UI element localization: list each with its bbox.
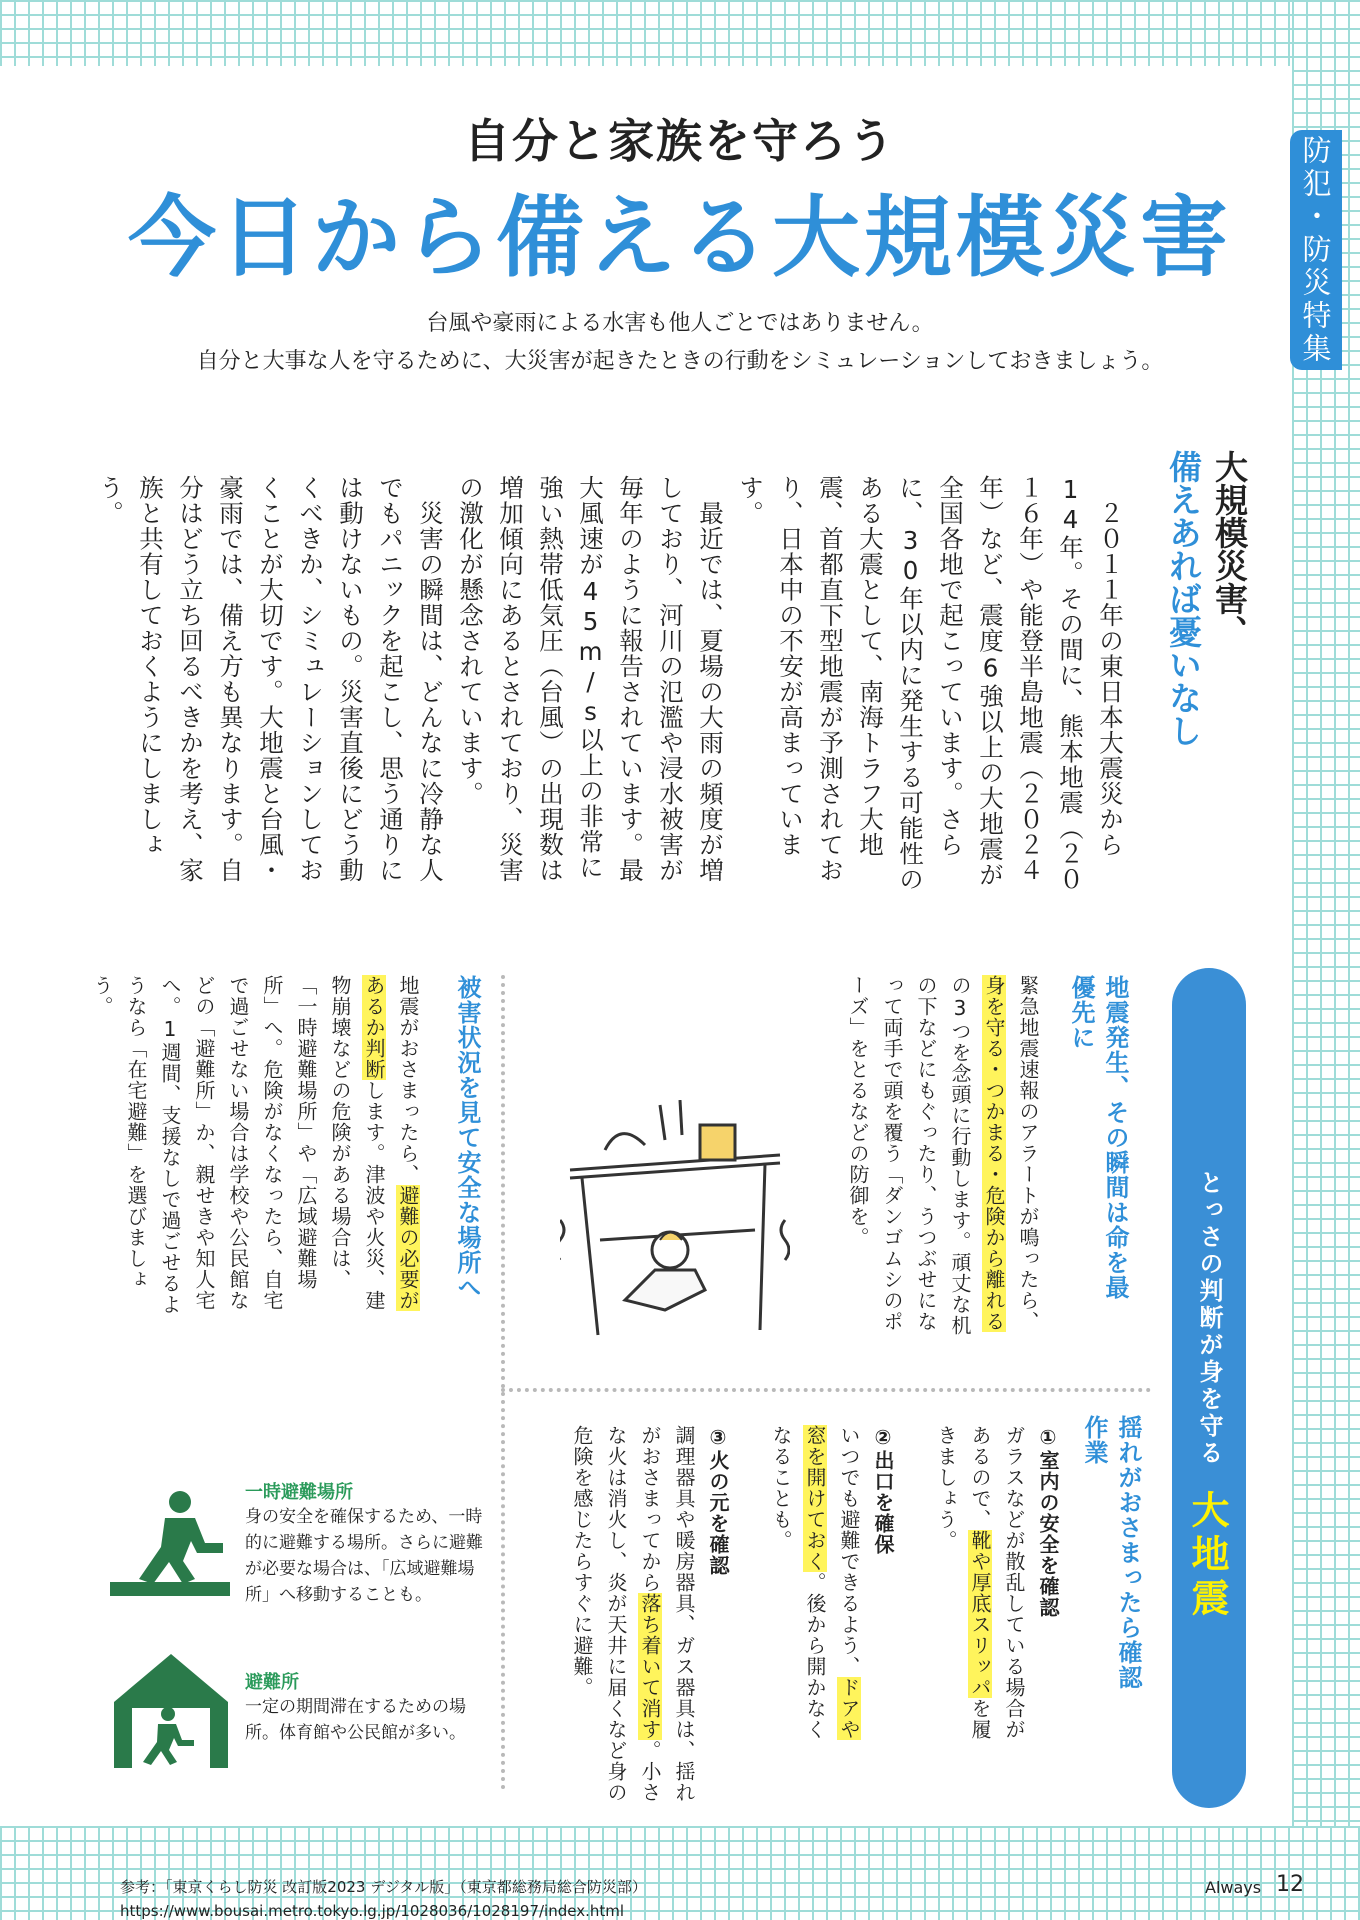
magazine-name: Always xyxy=(1205,1878,1262,1897)
band-title: 大地震 xyxy=(1185,1490,1229,1622)
shelter-icon xyxy=(110,1650,232,1772)
check1-highlight: 靴や厚底スリッパ xyxy=(968,1530,992,1698)
check2 xyxy=(740,1425,900,1755)
grid-border-top xyxy=(0,0,1360,66)
check2-heading: ②出口を確保 xyxy=(871,1425,895,1555)
divider-vertical xyxy=(501,975,505,1790)
section1-body xyxy=(805,975,1045,1345)
legend-title-temporary: 一時避難場所 xyxy=(245,1482,353,1503)
lead-line-1: 台風や豪雨による水害も他人ごとではありません。 xyxy=(426,311,934,336)
check3-text-b: 。小さな火は消火し、炎が天井に届くなど身の危険を感じたらすぐに避難。 xyxy=(570,1425,662,1803)
intro-heading-line1: 大規模災害、 xyxy=(1210,450,1249,648)
divider-horizontal xyxy=(501,1388,1151,1392)
reference-url[interactable]: https://www.bousai.metro.tokyo.lg.jp/1028036/1028197/index.html xyxy=(120,1902,625,1920)
page-subtitle: 自分と家族を守ろう xyxy=(464,114,896,168)
band-caption: とっさの判断が身を守る xyxy=(1195,1170,1223,1467)
lead-line-2: 自分と大事な人を守るために、大災害が起きたときの行動をシミュレーションしておきましょう。 xyxy=(196,349,1164,374)
legend-item-shelter xyxy=(245,1668,485,1746)
check2-highlight: ドアや窓を開けておく xyxy=(803,1425,861,1740)
check2-text-b: 。後から開かなくなることも。 xyxy=(769,1425,827,1740)
legend-title-shelter: 避難所 xyxy=(245,1672,299,1693)
page-title: 今日から備える大規模災害 xyxy=(127,186,1232,289)
check1-text-a: ガラスなどが散乱している場合があるので、 xyxy=(968,1425,1026,1740)
section2-heading: 被害状況を見て安全な場所へ xyxy=(453,975,481,1300)
section2-text-b: します。津波や火災、建物崩壊などの危険がある場合は、「一時避難場所」や「広域避難場所」へ。危険がなくなったら、自宅で過ごせない場合は学校や公民館などの「避難所」か、親せきや知人宅へ。1週間、支援なしで過ごせるようなら「在宅避難」を選びましょう。 xyxy=(90,975,386,1315)
legend-body-temporary: 身の安全を確保するため、一時的に避難する場所。さらに避難が必要な場合は、「広域避難場所」へ移動することも。 xyxy=(245,1507,483,1605)
check1 xyxy=(905,1425,1065,1755)
check1-text-b: を履きましょう。 xyxy=(934,1425,992,1740)
intro-body: ２０１１年の東日本大震災から14年。その間に、熊本地震（２０１６年）や能登半島地震（２０２４年）など、震度6強以上の大地震が全国各地で起こっています。さらに、30年以内に発生する可能性のある大震として、南海トラフ大地震、首都直下型地震が予測されており、日本中の不安が高まっています。 最近では、夏場の大雨の頻度が増しており、河川の氾濫や浸水被害が毎年のように報告されています。最大風速が45m/s以上の非常に強い熱帯低気圧（台風）の出現数は増加傾向にあるとされており、災害の激化が懸念されています。 災害の瞬間は、どんなに冷静な人でもパニックを起こし、思う通りには動けないもの。災害直後にどう動くべきか、シミュレーションしておくことが大切です。大地震と台風・豪雨では、備え方も異なります。自分はどう立ち回るべきかを考え、家族と共有しておくようにしましょう。 xyxy=(96,475,1125,892)
check3-text-a: 調理器具や暖房器具、ガス器具は、揺れがおさまってから xyxy=(638,1425,696,1803)
check3-heading: ③火の元を確認 xyxy=(706,1425,730,1576)
section-tab: 防犯・防災特集 xyxy=(1290,130,1342,370)
duck-under-table-illustration xyxy=(560,1100,790,1350)
section1-highlight: 身を守る・つかまる・危険から離れる xyxy=(982,975,1006,1332)
section3-heading: 揺れがおさまったら確認作業 xyxy=(1080,1415,1142,1690)
check3-highlight: 落ち着いて消す xyxy=(638,1593,662,1740)
section2-text-a: 地震がおさまったら、 xyxy=(396,975,420,1185)
legend-item-temporary xyxy=(245,1478,485,1608)
temporary-evacuation-icon xyxy=(110,1490,230,1600)
intro-heading-line2: 備えあれば憂いなし xyxy=(1164,450,1203,747)
section1-text-a: 緊急地震速報のアラートが鳴ったら、 xyxy=(1016,975,1040,1332)
section1-heading: 地震発生、その瞬間は命を最優先に xyxy=(1067,975,1129,1300)
check1-heading: ①室内の安全を確認 xyxy=(1036,1425,1060,1618)
legend-body-shelter: 一定の期間滞在するための場所。体育館や公民館が多い。 xyxy=(245,1697,466,1743)
section2-body xyxy=(90,975,425,1315)
section2-highlight: 避難の必要があるか判断 xyxy=(362,975,420,1311)
check3 xyxy=(535,1425,735,1805)
lead-text xyxy=(0,305,1360,381)
intro-heading xyxy=(1160,450,1252,780)
page-number: 12 xyxy=(1276,1872,1304,1897)
check2-text-a: いつでも避難できるよう、 xyxy=(837,1425,861,1677)
reference-note: 参考：「東京くらし防災 改訂版2023 デジタル版」（東京都総務局総合防災部） xyxy=(120,1878,647,1896)
section1-text-b: の3つを念頭に行動します。頑丈な机の下などにもぐったり、うつぶせになって両手で頭を覆う「ダンゴムシのポーズ」をとるなどの防御を。 xyxy=(846,975,972,1336)
